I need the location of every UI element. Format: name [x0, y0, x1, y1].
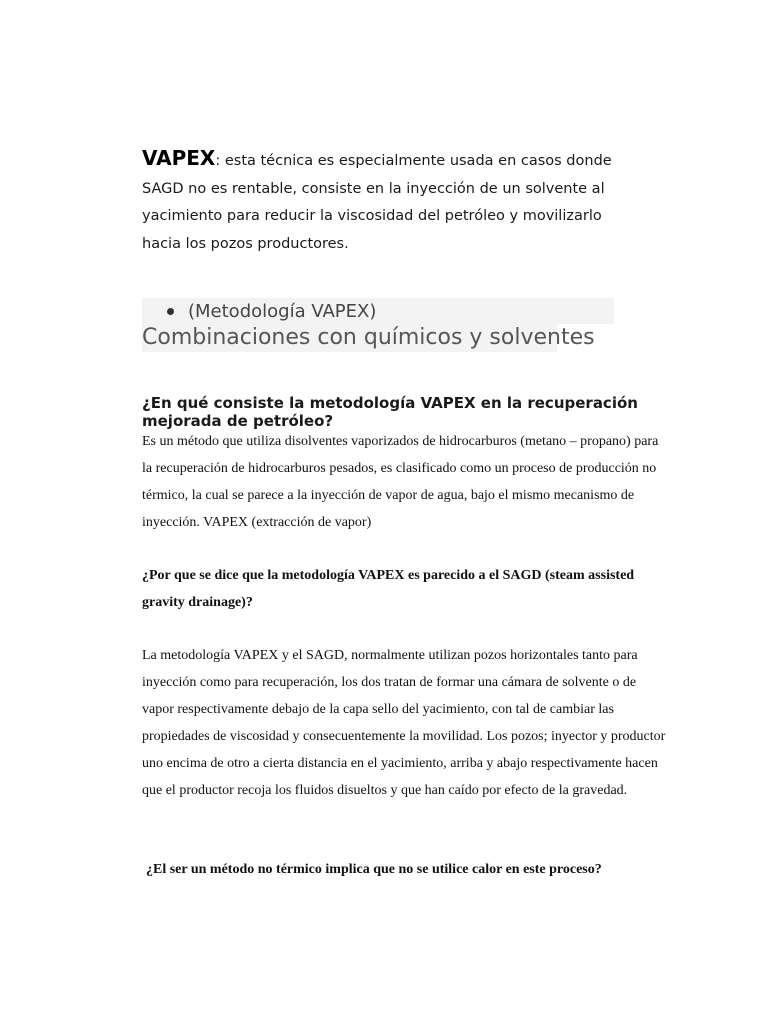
- bullet-text: (Metodología VAPEX): [188, 300, 377, 322]
- bullet-item: [142, 298, 614, 324]
- bullet-dot-icon: [167, 308, 174, 315]
- intro-text: esta técnica es especialmente usada en casos donde SAGD no es rentable, consiste en la inyección de un solvente al yacimiento para reducir la viscosidad del petróleo y movilizarlo hacia los pozos productores.: [142, 153, 612, 252]
- question-heading-3: ¿El ser un método no térmico implica que no se utilice calor en este proceso?: [146, 862, 602, 877]
- question-heading-1: ¿En qué consiste la metodología VAPEX en la recuperación mejorada de petróleo?: [142, 394, 638, 430]
- question-heading-2: ¿Por que se dice que la metodología VAPEX es parecido a el SAGD (steam assisted gravity drainage)?: [142, 568, 635, 610]
- subtitle-heading: Combinaciones con químicos y solventes: [142, 325, 595, 350]
- intro-colon: :: [215, 153, 221, 169]
- intro-term: VAPEX: [142, 146, 216, 170]
- answer-paragraph-1: Es un método que utiliza disolventes vaporizados de hidrocarburos (metano – propano) para la recuperación de hidrocarburos pesados, es clasificado como un proceso de producción no térmico, la cual se parece a la inyección de vapor de agua, bajo el mismo mecanismo de inyección. VAPEX (extracción de vapor): [142, 434, 659, 530]
- intro-paragraph: [142, 145, 642, 258]
- answer-paragraph-2: La metodología VAPEX y el SAGD, normalmente utilizan pozos horizontales tanto para inyección como para recuperación, los dos tratan de formar una cámara de solvente o de vapor respectivamente debajo de la capa sello del yacimiento, con tal de cambiar las propiedades de viscosidad y consecuentemente la movilidad. Los pozos; inyector y productor uno encima de otro a cierta distancia en el yacimiento, arriba y abajo respectivamente hacen que el productor recoja los fluidos disueltos y que han caído por efecto de la gravedad.: [142, 648, 666, 798]
